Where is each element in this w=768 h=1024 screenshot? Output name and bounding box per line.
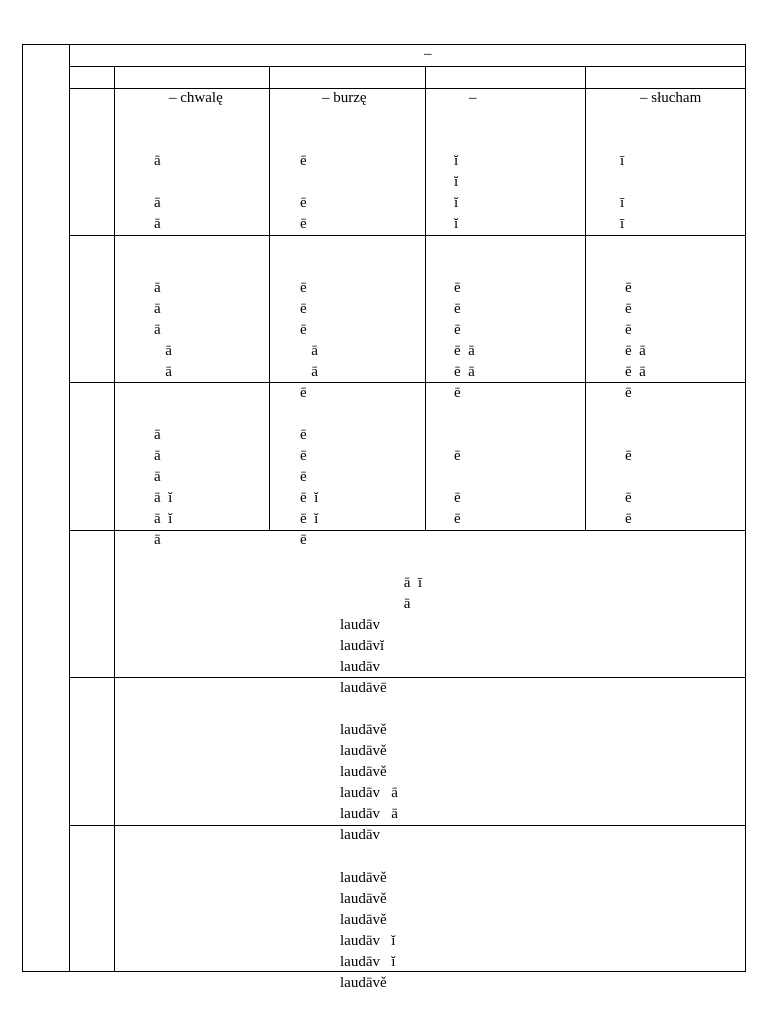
row6-merged-cell: laudāvě laudāvě laudāvě laudāv ĭ laudāv ĭ laudāvě [340, 870, 396, 991]
header-col-1: – chwalę [169, 90, 223, 106]
header-col-2: – burzę [322, 90, 367, 106]
row3-col1-cell: ā ā ā ā ĭ ā ĭ ā [154, 427, 173, 548]
row3-col4-cell: ē ē ē [625, 448, 632, 527]
row2-col2-cell: ē ē ē ā ā ē [300, 280, 318, 401]
row2-col4-cell: ē ē ē ē ā ē ā ē [625, 280, 646, 401]
row1-col4-cell: ī ī ī [620, 153, 625, 232]
row4-merged-cell: ā ī ā laudāv laudāvĭ laudāv laudāvē [340, 575, 423, 696]
row3-col2-cell: ē ē ē ē ĭ ē ĭ ē [300, 427, 319, 548]
row1-col3-cell: ĭ ĭ ĭ ĭ [454, 153, 459, 232]
row3-col3-cell: ē ē ē [454, 448, 461, 527]
row1-col2-cell: ē ē ē [300, 153, 307, 232]
row2-col1-cell: ā ā ā ā ā [154, 280, 172, 380]
row2-col3-cell: ē ē ē ē ā ē ā ē [454, 280, 475, 401]
table-title: – [424, 46, 432, 62]
header-col-3: – [469, 90, 477, 106]
row1-col1-cell: ā ā ā [154, 153, 161, 232]
header-col-4: – słucham [640, 90, 702, 106]
row5-merged-cell: laudāvě laudāvě laudāvě laudāv ā laudāv ā laudāv [340, 722, 398, 843]
